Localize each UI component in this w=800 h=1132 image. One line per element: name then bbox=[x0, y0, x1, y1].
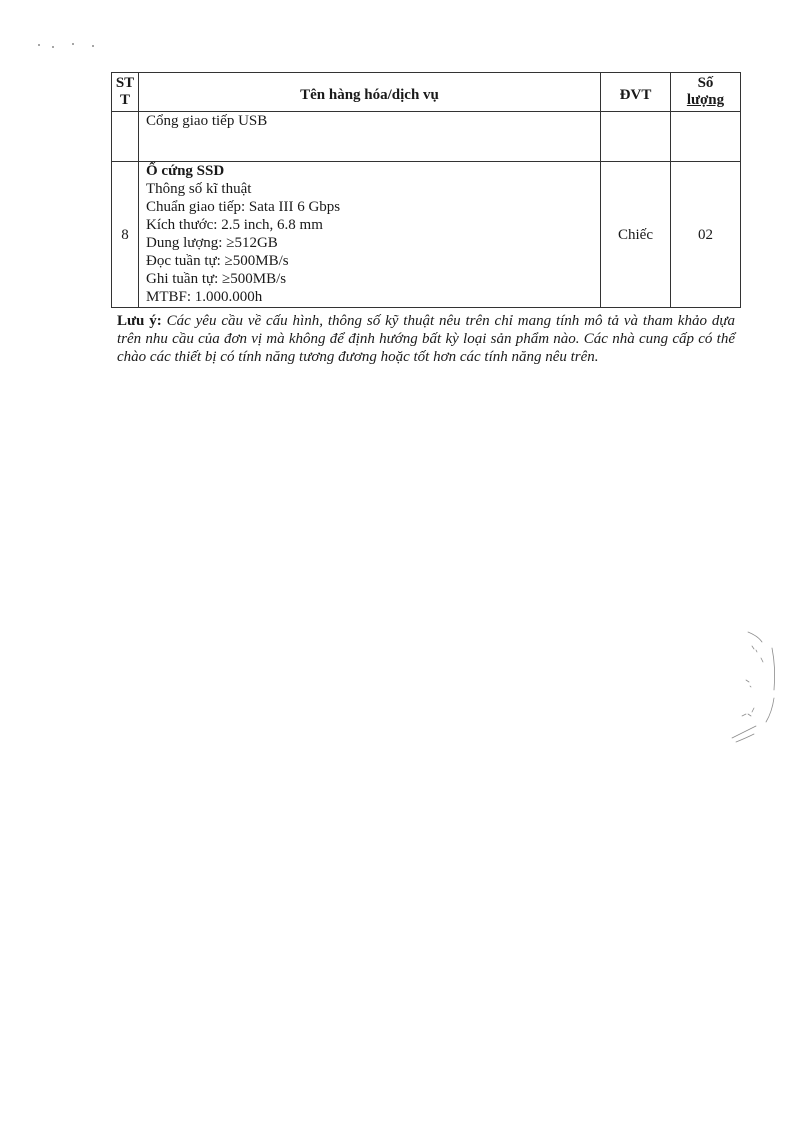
spec-line: MTBF: 1.000.000h bbox=[146, 289, 263, 305]
scan-speck bbox=[72, 43, 74, 45]
name-cell bbox=[139, 112, 601, 162]
specification-table bbox=[111, 72, 741, 308]
spec-line: Thông số kĩ thuật bbox=[146, 181, 252, 197]
quantity-cell bbox=[671, 112, 741, 162]
spec-line: Kích thước: 2.5 inch, 6.8 mm bbox=[146, 217, 323, 233]
table-row bbox=[112, 112, 741, 162]
item-title: Ổ cứng SSD bbox=[146, 163, 225, 179]
stt-cell: 8 bbox=[112, 162, 139, 308]
spec-line: Đọc tuần tự: ≥500MB/s bbox=[146, 253, 289, 269]
header-stt-line2: T bbox=[119, 92, 130, 108]
header-quantity-line1: Số bbox=[697, 75, 714, 91]
header-unit: ĐVT bbox=[601, 73, 671, 112]
table-header-row bbox=[112, 73, 741, 112]
note-text: Các yêu cầu về cấu hình, thông số kỹ thuật nêu trên chỉ mang tính mô tả và tham khảo dựa trên nhu cầu của đơn vị mà không để định hướng bất kỳ loại sản phẩm nào. Các nhà cung cấp có thể chào các thiết bị có tính năng tương đương hoặc tốt hơn các tính năng nêu trên. bbox=[117, 313, 735, 365]
scan-speck bbox=[52, 46, 54, 48]
table-row bbox=[112, 162, 741, 308]
header-quantity-line2: lượng bbox=[686, 92, 725, 108]
note-label: Lưu ý: bbox=[117, 313, 162, 329]
header-quantity bbox=[671, 73, 741, 112]
note-paragraph bbox=[117, 312, 735, 366]
spec-line: Chuẩn giao tiếp: Sata III 6 Gbps bbox=[146, 199, 341, 215]
unit-cell bbox=[601, 112, 671, 162]
spec-line: Ghi tuần tự: ≥500MB/s bbox=[146, 271, 287, 287]
spec-line: Dung lượng: ≥512GB bbox=[146, 235, 278, 251]
header-name: Tên hàng hóa/dịch vụ bbox=[139, 73, 601, 112]
header-stt bbox=[112, 73, 139, 112]
unit-cell: Chiếc bbox=[601, 162, 671, 308]
name-cell bbox=[139, 162, 601, 308]
scan-speck bbox=[38, 44, 40, 46]
quantity-cell: 02 bbox=[671, 162, 741, 308]
partial-stamp-mark bbox=[728, 628, 782, 748]
continued-item-text: Cổng giao tiếp USB bbox=[146, 113, 268, 129]
stt-cell bbox=[112, 112, 139, 162]
header-stt-line1: ST bbox=[115, 75, 135, 91]
scan-speck bbox=[92, 45, 94, 47]
